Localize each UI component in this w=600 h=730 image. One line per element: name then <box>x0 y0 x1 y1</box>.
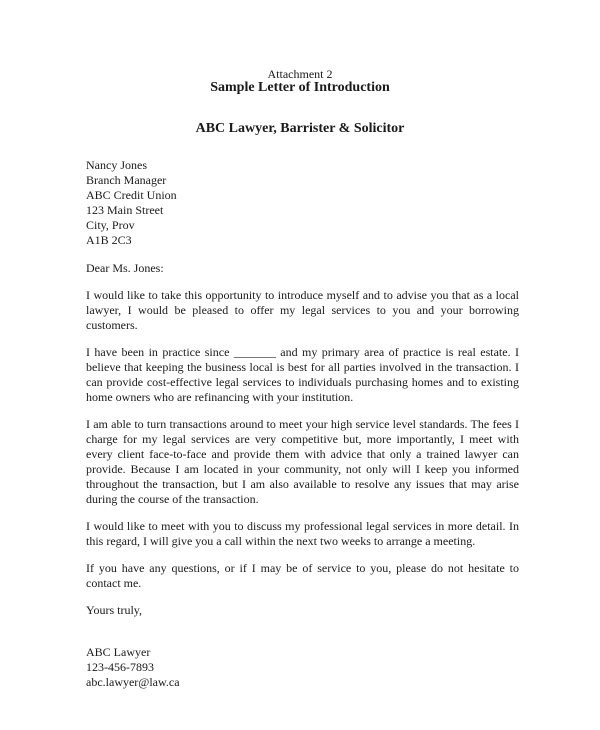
recipient-company: ABC Credit Union <box>86 188 177 202</box>
signature-block <box>86 645 519 690</box>
recipient-postal: A1B 2C3 <box>86 233 132 247</box>
signature-phone: 123-456-7893 <box>86 660 154 674</box>
closing: Yours truly, <box>86 603 143 617</box>
attachment-label: Attachment 2 <box>267 67 333 81</box>
document-title: Sample Letter of Introduction <box>210 80 390 95</box>
recipient-address <box>86 158 177 248</box>
recipient-street: 123 Main Street <box>86 203 164 217</box>
paragraph-services: I am able to turn transactions around to meet your high service level standards. The fees I charge for my legal services are very competitive but, more importantly, I meet with every client face-to-face and provide them with advice that only a trained lawyer can provide. Because I am located in your community, not only will I keep you informed throughout the transaction, but I am also available to resolve any issues that may arise during the course of the transaction. <box>86 417 519 506</box>
recipient-city: City, Prov <box>86 218 135 232</box>
signature-name: ABC Lawyer <box>86 645 151 659</box>
recipient-name: Nancy Jones <box>86 158 147 172</box>
signature-email: abc.lawyer@law.ca <box>86 675 180 689</box>
paragraph-meeting: I would like to meet with you to discuss my professional legal services in more detail. In this regard, I will give you a call within the next two weeks to arrange a meeting. <box>86 519 519 548</box>
paragraph-practice: I have been in practice since _______ and my primary area of practice is real estate. I believe that keeping the business local is best for all parties involved in the transaction. I can provide cost-effective legal services to individuals purchasing homes and to existing home owners who are refinancing with your institution. <box>86 345 519 404</box>
salutation: Dear Ms. Jones: <box>86 261 164 275</box>
paragraph-introduction: I would like to take this opportunity to introduce myself and to advise you that as a local lawyer, I would be pleased to offer my legal services to you and your borrowing customers. <box>86 288 519 332</box>
paragraph-contact: If you have any questions, or if I may be of service to you, please do not hesitate to contact me. <box>86 561 519 590</box>
recipient-position: Branch Manager <box>86 173 167 187</box>
firm-heading: ABC Lawyer, Barrister & Solicitor <box>195 121 405 136</box>
letter-body <box>86 261 519 690</box>
